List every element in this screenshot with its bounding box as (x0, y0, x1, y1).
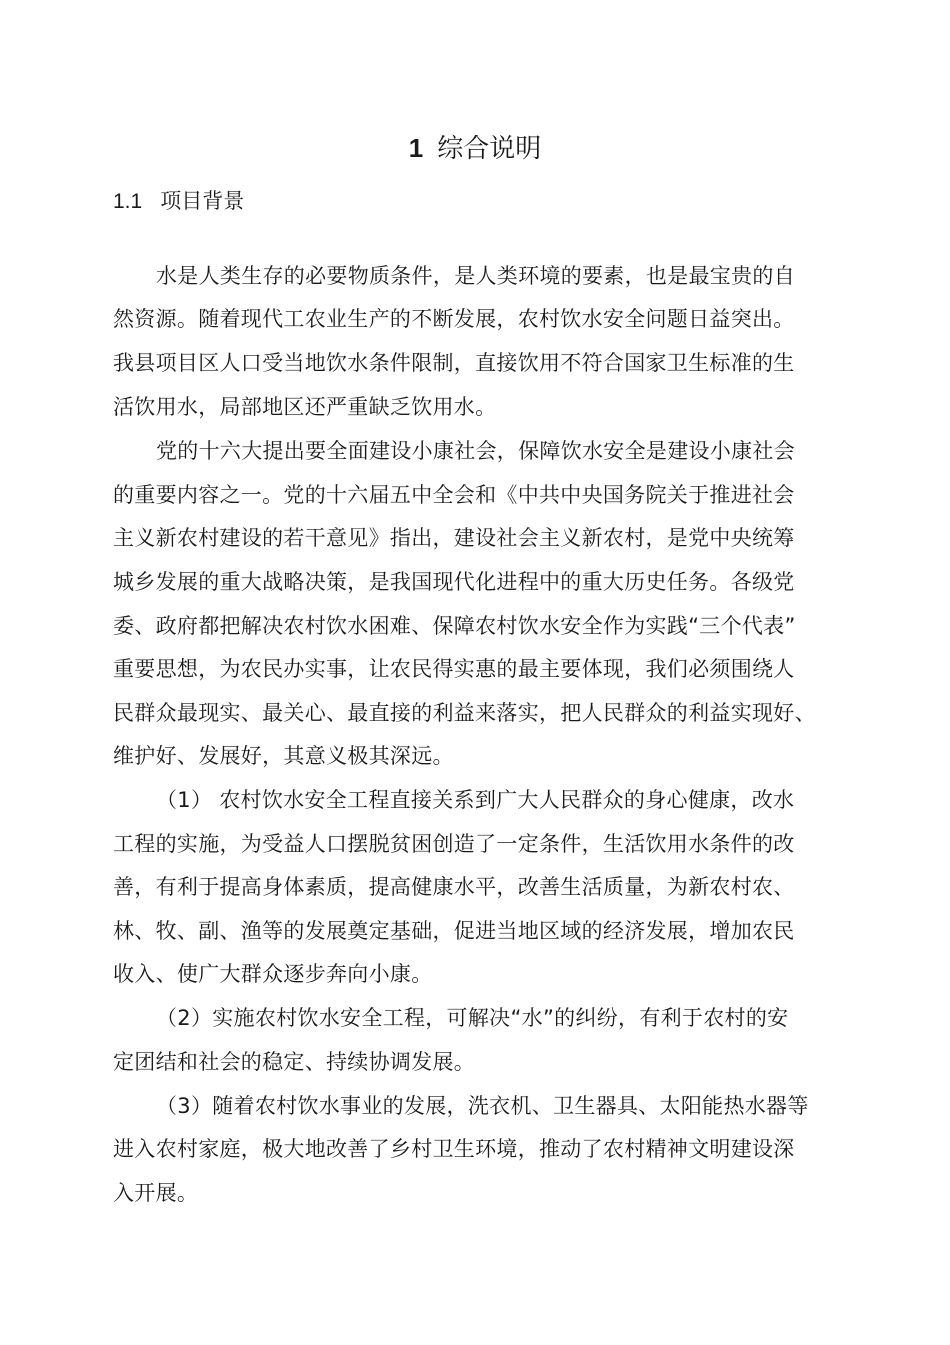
text-line: 重要思想，为农民办实事，让农民得实惠的最主要体现，我们必须围绕人 (113, 657, 795, 681)
text-line: 定团结和社会的稳定、持续协调发展。 (113, 1050, 476, 1074)
text-line: （3）随着农村饮水事业的发展，洗衣机、卫生器具、太阳能热水器等 (156, 1094, 809, 1118)
text-line: 委、政府都把解决农村饮水困难、保障农村饮水安全作为实践“三个代表” (113, 614, 796, 638)
section-heading (113, 184, 244, 219)
text-line: 工程的实施，为受益人口摆脱贫困创造了一定条件，生活饮用水条件的改 (113, 832, 795, 856)
text-line: 善，有利于提高身体素质，提高健康水平，改善生活质量，为新农村农、 (113, 875, 795, 899)
text-line: 维护好、发展好，其意义极其深远。 (113, 744, 454, 768)
chapter-number: 1 (408, 133, 424, 163)
chapter-heading (0, 128, 950, 169)
text-line: 城乡发展的重大战略决策，是我国现代化进程中的重大历史任务。各级党 (113, 570, 795, 594)
text-line: 我县项目区人口受当地饮水条件限制，直接饮用不符合国家卫生标准的生 (113, 351, 795, 375)
text-line: 入开展。 (113, 1181, 199, 1205)
section-number: 1.1 (113, 190, 143, 213)
text-line: 进入农村家庭，极大地改善了乡村卫生环境，推动了农村精神文明建设深 (113, 1137, 795, 1161)
chapter-title: 综合说明 (437, 134, 542, 164)
text-line: 然资源。随着现代工农业生产的不断发展，农村饮水安全问题日益突出。 (113, 307, 795, 331)
text-line: （2）实施农村饮水安全工程，可解决“水”的纠纷，有利于农村的安 (156, 1006, 789, 1030)
text-line: 水是人类生存的必要物质条件，是人类环境的要素，也是最宝贵的自 (156, 264, 795, 288)
text-line: （1） 农村饮水安全工程直接关系到广大人民群众的身心健康，改水 (156, 788, 795, 812)
text-line: 主义新农村建设的若干意见》指出，建设社会主义新农村，是党中央统筹 (113, 526, 795, 550)
text-line: 林、牧、副、渔等的发展奠定基础，促进当地区域的经济发展，增加农民 (113, 919, 795, 943)
text-line: 活饮用水，局部地区还严重缺乏饮用水。 (113, 395, 497, 419)
text-line: 民群众最现实、最关心、最直接的利益来落实，把人民群众的利益实现好、 (113, 701, 816, 725)
text-line: 收入、使广大群众逐步奔向小康。 (113, 962, 433, 986)
text-line: 党的十六大提出要全面建设小康社会，保障饮水安全是建设小康社会 (156, 439, 795, 463)
text-line: 的重要内容之一。党的十六届五中全会和《中共中央国务院关于推进社会 (113, 483, 795, 507)
section-title: 项目背景 (160, 189, 245, 213)
